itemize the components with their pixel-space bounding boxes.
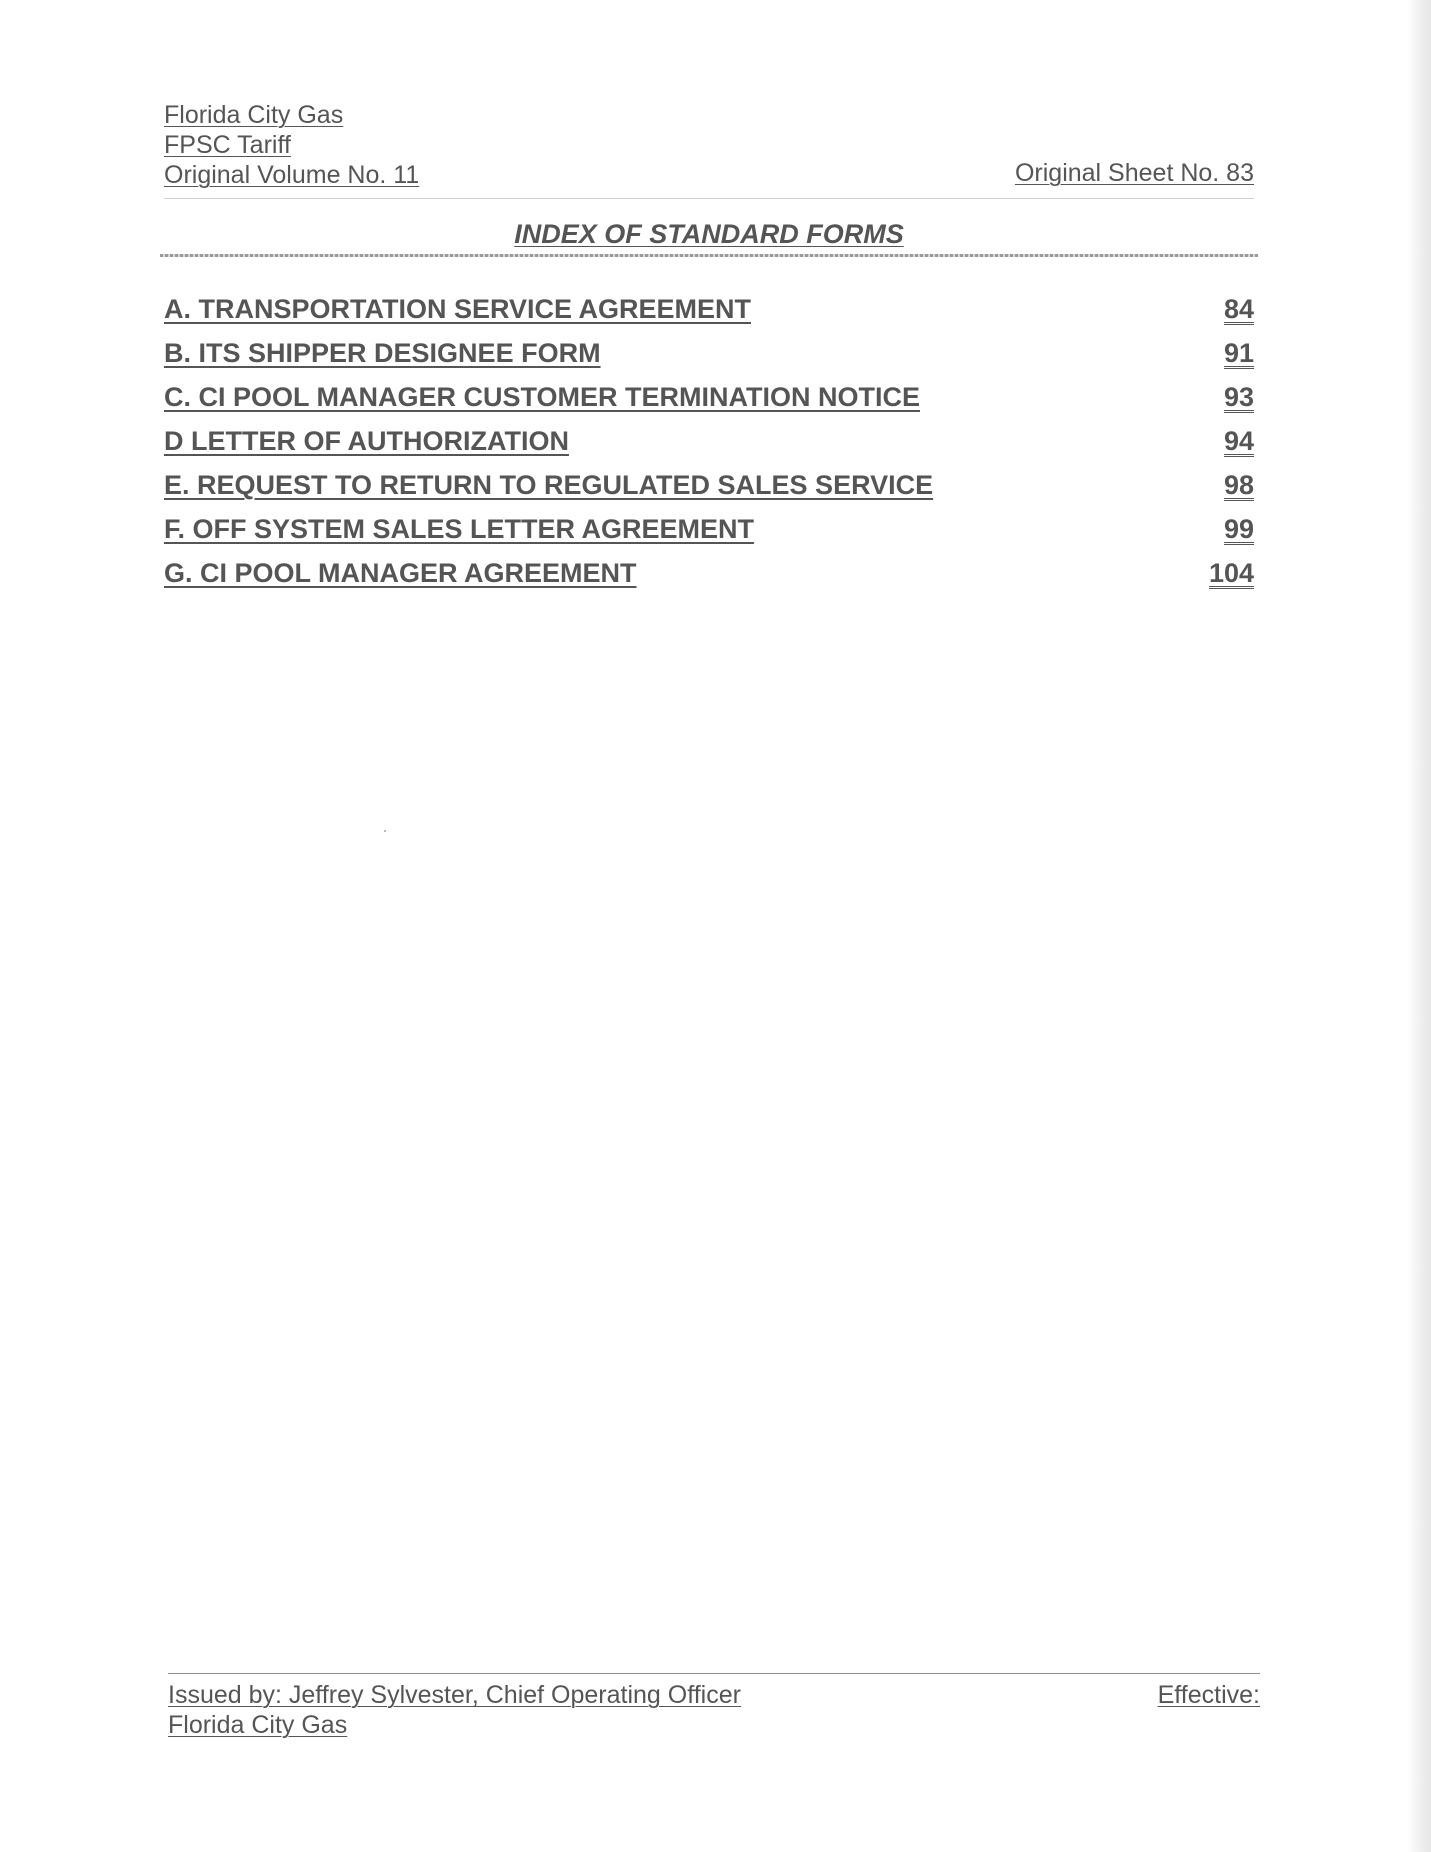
index-page-number[interactable]: 84 (1223, 294, 1254, 324)
header-left-block (164, 100, 419, 190)
scan-edge-shadow (1408, 0, 1431, 1852)
index-label[interactable]: A. TRANSPORTATION SERVICE AGREEMENT (164, 294, 752, 324)
index-label[interactable]: E. REQUEST TO RETURN TO REGULATED SALES SERVICE (164, 470, 934, 500)
header-company: Florida City Gas (164, 101, 344, 129)
footer-issued-by: Issued by: Jeffrey Sylvester, Chief Operating Officer (168, 1681, 741, 1709)
index-label[interactable]: F. OFF SYSTEM SALES LETTER AGREEMENT (164, 514, 755, 544)
index-list (164, 290, 1254, 598)
index-label[interactable]: B. ITS SHIPPER DESIGNEE FORM (164, 338, 601, 368)
index-row-e[interactable] (164, 466, 1254, 510)
index-page-number[interactable]: 91 (1223, 338, 1254, 368)
footer-divider (168, 1673, 1260, 1674)
index-page-number[interactable]: 98 (1223, 470, 1254, 500)
index-page-number[interactable]: 104 (1208, 558, 1254, 588)
footer-effective: Effective: (1157, 1681, 1260, 1709)
index-page-number[interactable]: 99 (1223, 514, 1254, 544)
index-row-a[interactable] (164, 290, 1254, 334)
index-row-c[interactable] (164, 378, 1254, 422)
header-volume: Original Volume No. 11 (164, 161, 420, 189)
index-label[interactable]: G. CI POOL MANAGER AGREEMENT (164, 558, 637, 588)
header-tariff: FPSC Tariff (164, 131, 291, 159)
footer-left-block (168, 1680, 741, 1740)
index-page-number[interactable]: 93 (1223, 382, 1254, 412)
index-row-g[interactable] (164, 554, 1254, 598)
index-label[interactable]: C. CI POOL MANAGER CUSTOMER TERMINATION NOTICE (164, 382, 921, 412)
index-label[interactable]: D LETTER OF AUTHORIZATION (164, 426, 569, 456)
scan-speck (384, 830, 386, 832)
index-page-number[interactable]: 94 (1223, 426, 1254, 456)
index-row-b[interactable] (164, 334, 1254, 378)
header-divider (164, 198, 1254, 199)
index-row-d[interactable] (164, 422, 1254, 466)
page-title: INDEX OF STANDARD FORMS (514, 219, 904, 249)
title-divider (160, 254, 1258, 257)
index-row-f[interactable] (164, 510, 1254, 554)
header-sheet-number: Original Sheet No. 83 (1014, 159, 1254, 187)
footer-company: Florida City Gas (168, 1711, 348, 1739)
